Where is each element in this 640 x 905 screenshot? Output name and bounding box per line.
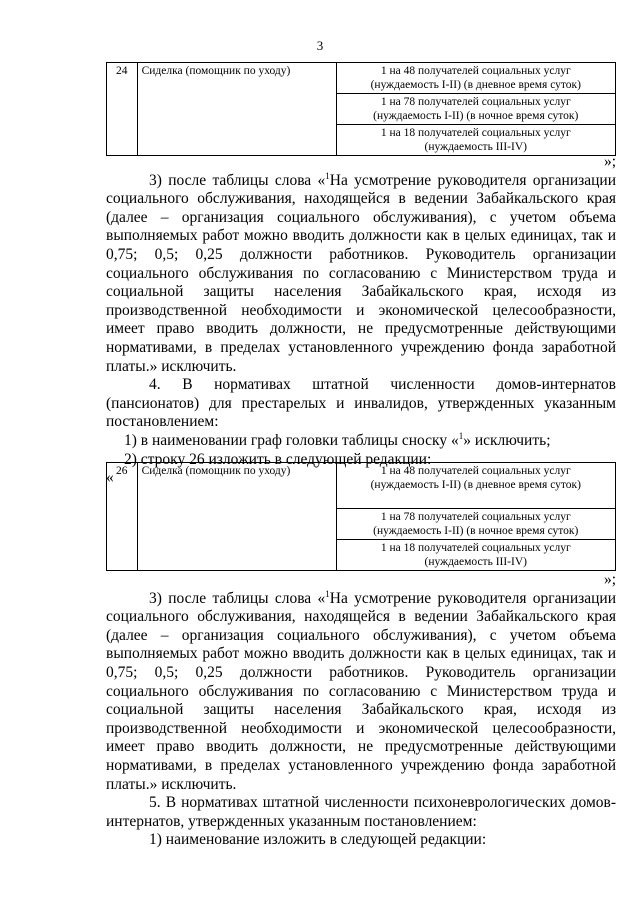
open-quote: « bbox=[106, 469, 114, 487]
norm-night: 1 на 78 получателей социальных услуг (нуждаемость I-II) (в ночное время суток) bbox=[337, 94, 615, 125]
position-name: Сиделка (помощник по уходу) bbox=[137, 463, 336, 571]
staffing-table-row-26 bbox=[106, 462, 616, 571]
section-a bbox=[106, 153, 616, 488]
norm-day: 1 на 48 получателей социальных услуг (нуждаемость I-II) (в дневное время суток) bbox=[337, 463, 615, 509]
norm-high-need: 1 на 18 получателей социальных услуг (нуждаемость III-IV) bbox=[380, 542, 571, 568]
item-4-paragraph: 4. В нормативах штатной численности домов-интернатов (пансионатов) для престарелых и инвалидов, утвержденных указанным постановлением: bbox=[106, 376, 616, 431]
close-quote: »; bbox=[603, 153, 616, 170]
item-5-paragraph: 5. В нормативах штатной численности психоневрологических домов-интернатов, утвержденных указанным постановлением: bbox=[106, 794, 616, 830]
item-5-subitem-1: 1) наименование изложить в следующей редакции: bbox=[149, 831, 487, 849]
position-name: Сиделка (помощник по уходу) bbox=[137, 63, 336, 156]
staffing-table-row-24 bbox=[106, 62, 616, 156]
close-quote: »; bbox=[603, 571, 616, 588]
page-number: 3 bbox=[316, 38, 324, 53]
norm-high-need: 1 на 18 получателей социальных услуг (нуждаемость III-IV) bbox=[380, 127, 571, 153]
item-3-paragraph: 3) после таблицы слова «$^1$На усмотрение руководителя организации социального обслуживания, находящейся в ведении Забайкальского края (далее – организация социального обслуживания), с учетом объема выполняемых работ можно вводить должности как в целых единицах, так и 0,75; 0,5; 0,25 должности работников. Руководитель организации социального обслуживания по согласованию с Министерством труда и социальной защиты населения Забайкальского края, исходя из производственной необходимости и экономической целесообразности, имеет право вводить должности, не предусмотренные действующими нормативами, в пределах установленного учреждению фонда заработной платы.» исключить. bbox=[106, 170, 616, 375]
row-number: 24 bbox=[107, 63, 138, 156]
item-4-subitem-1: 1) в наименовании граф головки таблицы сноску «$^1$» исключить; bbox=[124, 430, 551, 449]
norms-cell bbox=[336, 63, 615, 156]
row-number: 26 bbox=[107, 463, 138, 571]
item-4-subitem-2: 2) строку 26 изложить в следующей редакции: bbox=[124, 450, 432, 468]
norms-cell bbox=[336, 463, 615, 571]
norm-night: 1 на 78 получателей социальных услуг (нуждаемость I-II) (в ночное время суток) bbox=[337, 509, 615, 540]
section-b bbox=[106, 571, 616, 850]
item-3-paragraph: 3) после таблицы слова «$^1$На усмотрение руководителя организации социального обслуживания, находящейся в ведении Забайкальского края (далее – организация социального обслуживания), с учетом объема выполняемых работ можно вводить должности как в целых единицах, так и 0,75; 0,5; 0,25 должности работников. Руководитель организации социального обслуживания по согласованию с Министерством труда и социальной защиты населения Забайкальского края, исходя из производственной необходимости и экономической целесообразности, имеет право вводить должности, не предусмотренные действующими нормативами, в пределах установленного учреждению фонда заработной платы.» исключить. bbox=[106, 588, 616, 793]
norm-day: 1 на 48 получателей социальных услуг (нуждаемость I-II) (в дневное время суток) bbox=[337, 63, 615, 94]
